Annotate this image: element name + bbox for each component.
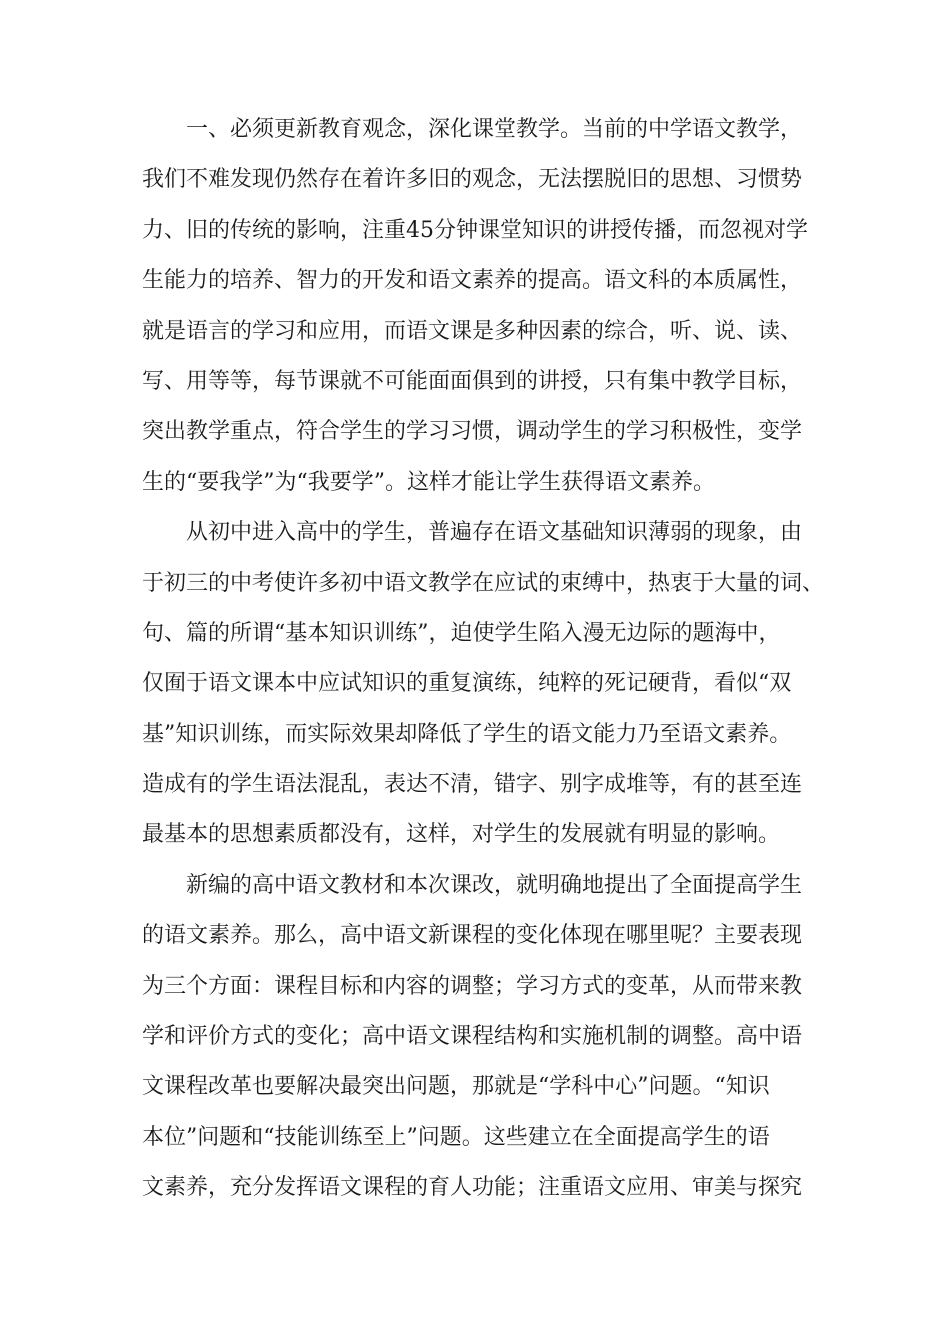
- text-line: 基”知识训练，而实际效果却降低了学生的语文能力乃至语文素养。: [142, 721, 792, 747]
- text-line: 我们不难发现仍然存在着许多旧的观念，无法摆脱旧的思想、习惯势: [142, 167, 803, 193]
- text-line: 为三个方面：课程目标和内容的调整；学习方式的变革，从而带来教: [142, 973, 803, 999]
- text-line: 仅囿于语文课本中应试知识的重复演练，纯粹的死记硬背，看似“双: [142, 671, 792, 697]
- text-line: 造成有的学生语法混乱，表达不清，错字、别字成堆等，有的甚至连: [142, 772, 803, 798]
- text-line: 文课程改革也要解决最突出问题，那就是“学科中心”问题。“知识: [142, 1074, 770, 1100]
- text-line: 的语文素养。那么，高中语文新课程的变化体现在哪里呢？主要表现: [142, 923, 803, 949]
- text-line: 突出教学重点，符合学生的学习习惯，调动学生的学习积极性，变学: [142, 419, 803, 445]
- text-line: 文素养，充分发挥语文课程的育人功能；注重语文应用、审美与探究: [142, 1175, 803, 1201]
- paragraph-3: [142, 861, 822, 1214]
- document-body: [142, 105, 825, 1214]
- text-line: 学和评价方式的变化；高中语文课程结构和实施机制的调整。高中语: [142, 1024, 803, 1050]
- text-line: 力、旧的传统的影响，注重45分钟课堂知识的讲授传播，而忽视对学: [142, 217, 808, 243]
- text-line: 新编的高中语文教材和本次课改，就明确地提出了全面提高学生: [186, 872, 803, 898]
- text-line: 最基本的思想素质都没有，这样，对学生的发展就有明显的影响。: [142, 822, 781, 848]
- paragraph-2: [142, 508, 825, 861]
- text-line: 生能力的培养、智力的开发和语文素养的提高。语文科的本质属性，: [142, 268, 803, 294]
- text-line: 一、必须更新教育观念，深化课堂教学。当前的中学语文教学，: [186, 117, 803, 142]
- text-line: 生的“要我学”为“我要学”。这样才能让学生获得语文素养。: [142, 469, 715, 495]
- text-line: 句、篇的所谓“基本知识训练”，迫使学生陷入漫无边际的题海中，: [142, 620, 781, 646]
- paragraph-1: [142, 105, 822, 508]
- text-line: 就是语言的学习和应用，而语文课是多种因素的综合，听、说、读、: [142, 318, 803, 344]
- text-line: 本位”问题和“技能训练至上”问题。这些建立在全面提高学生的语: [142, 1124, 770, 1150]
- text-line: 写、用等等，每节课就不可能面面俱到的讲授，只有集中教学目标，: [142, 368, 803, 394]
- text-line: 于初三的中考使许多初中语文教学在应试的束缚中，热衷于大量的词、: [142, 570, 825, 596]
- text-line: 从初中进入高中的学生，普遍存在语文基础知识薄弱的现象，由: [186, 520, 803, 546]
